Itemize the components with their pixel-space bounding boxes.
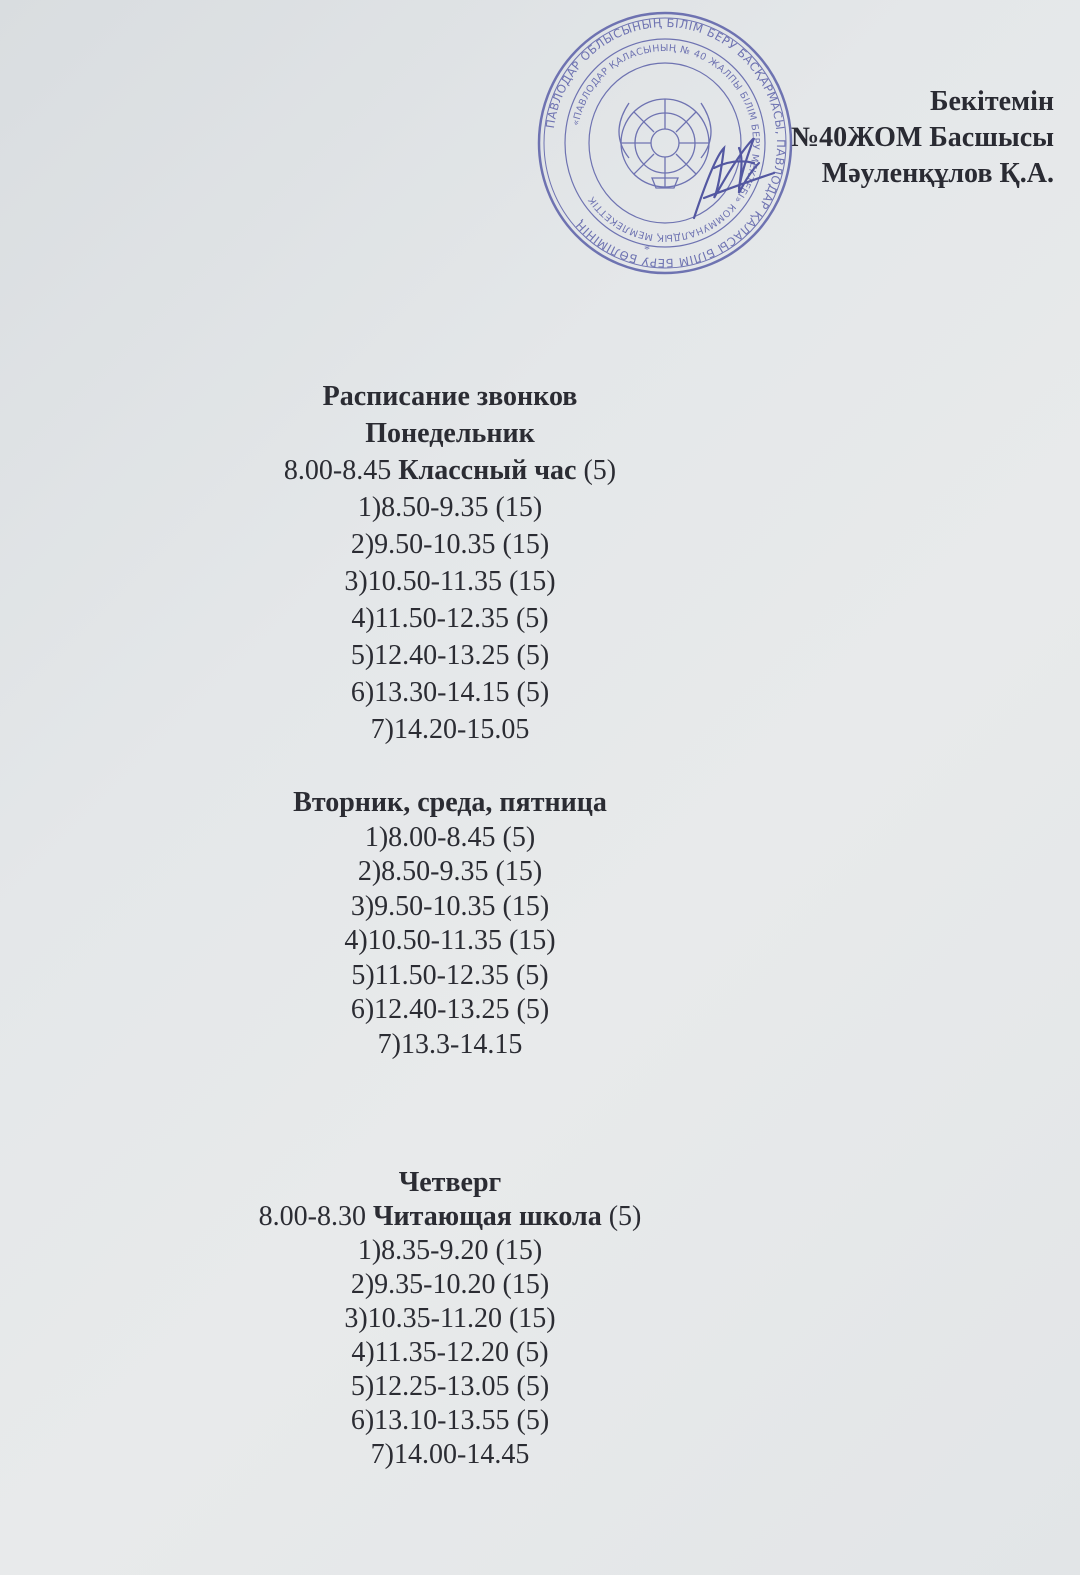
class-hour-time: 8.00-8.45 — [283, 455, 399, 486]
thursday-lesson: 4)11.35-12.20 (5) — [351, 1337, 549, 1368]
svg-text:«ПАВЛОДАР ҚАЛАСЫНЫҢ № 40 ЖАЛПЫ — [571, 43, 761, 243]
tue-wed-fri-heading: Вторник, среда, пятница — [293, 787, 607, 818]
thursday-heading: Четверг — [398, 1167, 502, 1198]
monday-heading: Понедельник — [365, 418, 535, 449]
official-stamp — [534, 8, 796, 278]
thursday-lesson: 3)10.35-11.20 (15) — [344, 1303, 556, 1334]
schedule-thursday-section — [180, 1166, 720, 1472]
emblem-icon — [619, 99, 711, 188]
tue-wed-fri-lesson: 4)10.50-11.35 (15) — [344, 925, 556, 956]
approval-line-name: Мәуленқұлов Қ.А. — [821, 158, 1054, 189]
monday-lesson: 4)11.50-12.35 (5) — [351, 603, 549, 634]
approval-block — [791, 84, 1054, 192]
tue-wed-fri-lesson: 6)12.40-13.25 (5) — [350, 994, 550, 1025]
reading-label: Читающая школа — [372, 1201, 602, 1232]
monday-lesson: 2)9.50-10.35 (15) — [350, 529, 550, 560]
monday-lesson: 3)10.50-11.35 (15) — [344, 566, 556, 597]
reading-time: 8.00-8.30 — [258, 1201, 373, 1232]
thursday-lesson: 5)12.25-13.05 (5) — [350, 1371, 550, 1402]
stamp-outer-text: ПАВЛОДАР ОБЛЫСЫНЫҢ БІЛІМ БЕРУ БАСҚАРМАСЫ, ПАВЛОДАР ҚАЛАСЫ БІЛІМ БЕРУ БӨЛІМІНІҢ — [542, 15, 789, 271]
schedule-title: Расписание звонков — [322, 381, 578, 412]
svg-text:*: * — [644, 242, 650, 256]
thursday-reading — [180, 1200, 720, 1234]
approval-line-approve: Бекітемін — [929, 86, 1054, 117]
class-hour-break: (5) — [576, 455, 617, 486]
monday-lesson: 1)8.50-9.35 (15) — [357, 492, 543, 523]
tue-wed-fri-lesson: 3)9.50-10.35 (15) — [350, 890, 550, 922]
thursday-lesson: 2)9.35-10.20 (15) — [350, 1269, 550, 1300]
class-hour-label: Классный час — [398, 455, 577, 486]
monday-lesson: 5)12.40-13.25 (5) — [350, 640, 550, 671]
thursday-lesson: 1)8.35-9.20 (15) — [357, 1235, 543, 1266]
tue-wed-fri-lesson: 2)8.50-9.35 (15) — [357, 856, 543, 887]
approval-line-position: №40ЖОМ Басшысы — [790, 122, 1054, 153]
reading-break: (5) — [601, 1201, 642, 1232]
tue-wed-fri-lesson: 1)8.00-8.45 (5) — [364, 821, 536, 853]
tue-wed-fri-lesson: 7)13.3-14.15 — [377, 1028, 523, 1060]
tue-wed-fri-lesson: 5)11.50-12.35 (5) — [351, 959, 549, 991]
thursday-lesson: 6)13.10-13.55 (5) — [350, 1405, 550, 1436]
stamp-inner-text: «ПАВЛОДАР ҚАЛАСЫНЫҢ № 40 ЖАЛПЫ БІЛІМ БЕРУ МЕКТЕБІ» КОММУНАЛДЫҚ МЕМЛЕКЕТТІК — [570, 42, 762, 244]
monday-class-hour — [180, 452, 720, 489]
thursday-lesson: 7)14.00-14.45 — [370, 1439, 530, 1470]
schedule-tue-wed-fri-section — [180, 786, 720, 1062]
monday-lesson: 6)13.30-14.15 (5) — [350, 677, 550, 708]
monday-lesson: 7)14.20-15.05 — [370, 714, 530, 745]
schedule-monday-section — [180, 378, 720, 748]
